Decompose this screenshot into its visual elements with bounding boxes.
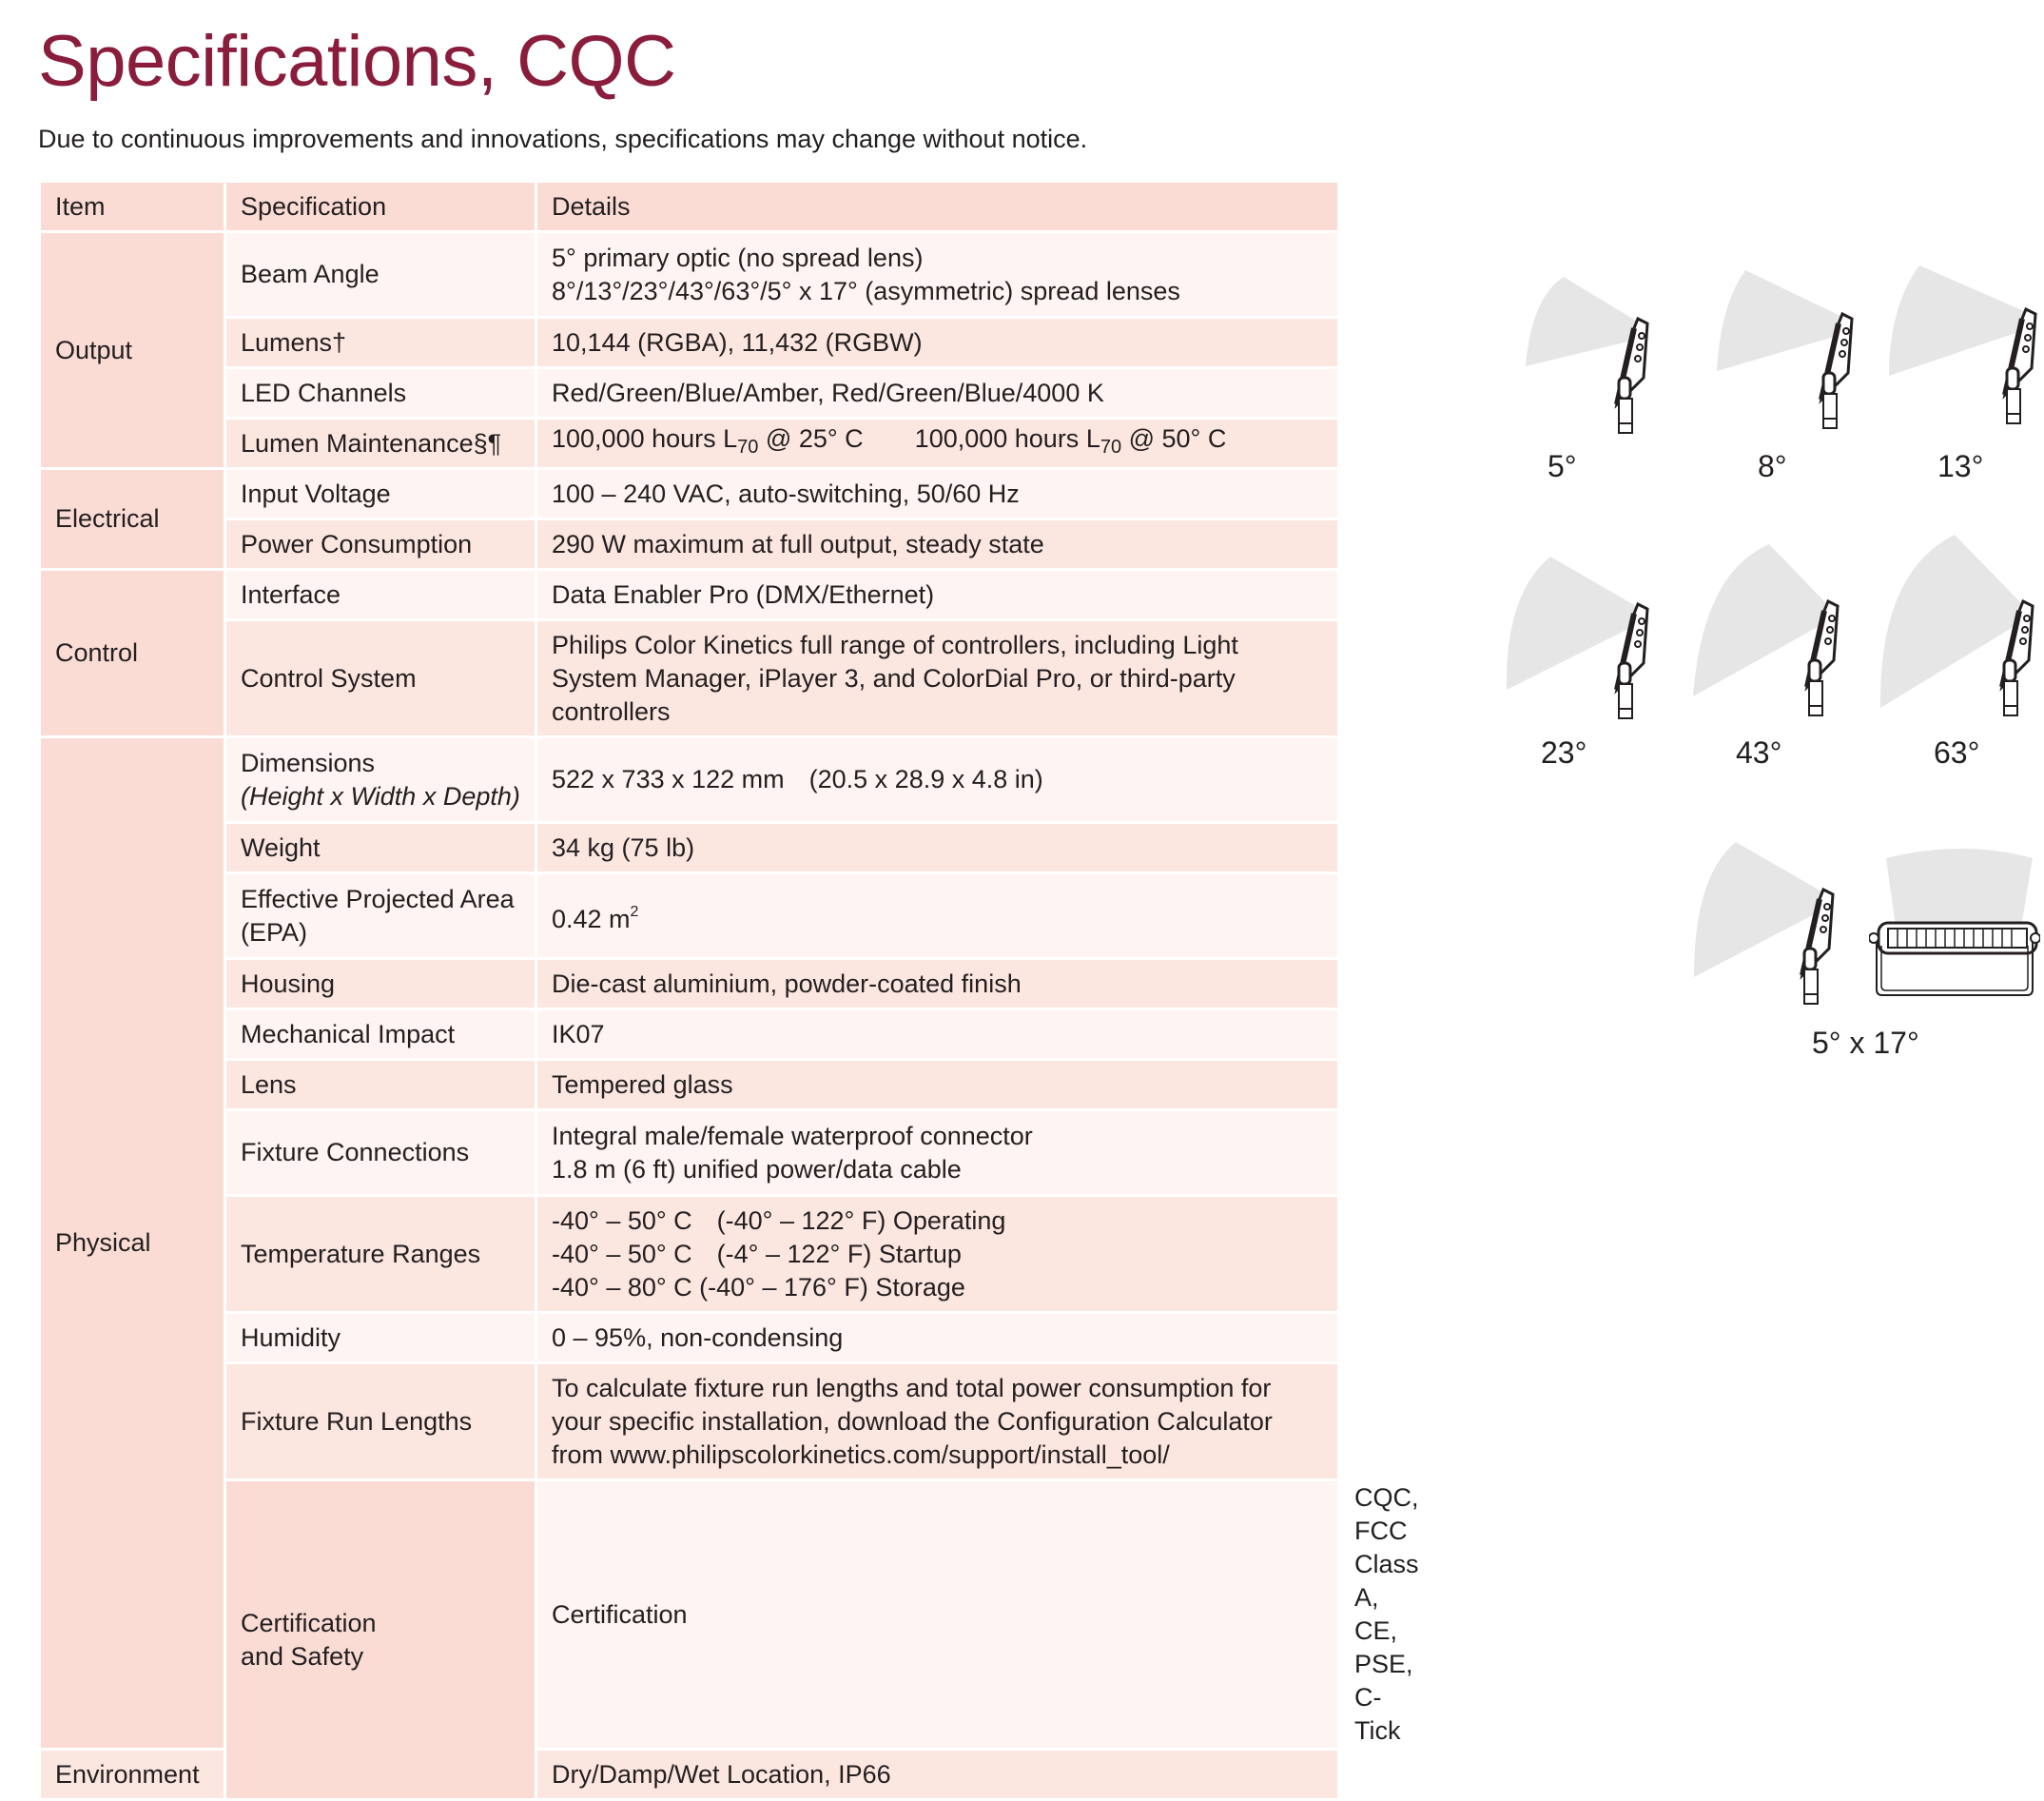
details-line: To calculate fixture run lengths and total power consumption for xyxy=(552,1373,1272,1402)
fixture-beam-icon xyxy=(1484,557,1655,728)
spec-power-consumption: Power Consumption xyxy=(225,519,536,570)
table-row xyxy=(40,1110,1339,1196)
beam-diagram-5x17-side xyxy=(1669,842,1840,1013)
lm-a-subscript: 70 xyxy=(737,437,759,458)
beam-diagram-5 xyxy=(1484,271,1655,442)
details-lens: Tempered glass xyxy=(536,1060,1339,1110)
spec-control-system: Control System xyxy=(225,620,536,737)
details-line: from www.philipscolorkinetics.com/support/install_tool/ xyxy=(552,1439,1170,1469)
spec-temperature-ranges: Temperature Ranges xyxy=(225,1196,536,1313)
table-row xyxy=(40,318,1339,368)
category-certification-safety xyxy=(225,1480,536,1800)
details-temperature-ranges xyxy=(536,1196,1339,1313)
fixture-beam-icon xyxy=(1869,535,2044,725)
details-housing: Die-cast aluminium, powder-coated finish xyxy=(536,959,1339,1009)
lm-b-text: 100,000 hours L xyxy=(914,424,1100,453)
details-led-channels: Red/Green/Blue/Amber, Red/Green/Blue/4000 K xyxy=(536,368,1339,419)
header-details: Details xyxy=(536,182,1339,232)
beam-label-43: 43° xyxy=(1736,735,1782,770)
details-lumens: 10,144 (RGBA), 11,432 (RGBW) xyxy=(536,318,1339,368)
spec-humidity: Humidity xyxy=(225,1313,536,1363)
spec-certification: Certification xyxy=(536,1480,1339,1750)
header-item: Item xyxy=(40,182,225,232)
details-humidity: 0 – 95%, non-condensing xyxy=(536,1313,1339,1363)
category-physical: Physical xyxy=(40,737,225,1750)
lm-a-text: 100,000 hours L xyxy=(552,424,738,453)
table-row xyxy=(40,570,1339,620)
specifications-table xyxy=(38,180,1419,1801)
details-line: 5° primary optic (no spread lens) xyxy=(552,243,924,272)
fixture-beam-icon xyxy=(1872,262,2044,433)
epa-superscript: 2 xyxy=(630,904,639,920)
category-output: Output xyxy=(40,232,225,469)
spec-environment: Environment xyxy=(40,1750,225,1800)
spec-lumen-maintenance: Lumen Maintenance§¶ xyxy=(225,419,536,469)
details-weight: 34 kg (75 lb) xyxy=(536,823,1339,873)
header-specification: Specification xyxy=(225,182,536,232)
beam-label-8: 8° xyxy=(1758,449,1787,483)
lm-a-temp: @ 25° C xyxy=(758,424,864,453)
spec-dimensions-hint: (Height x Width x Depth) xyxy=(241,781,520,811)
spec-interface: Interface xyxy=(225,570,536,620)
details-line: Philips Color Kinetics full range of controllers, including Light xyxy=(552,630,1238,659)
table-row xyxy=(40,1313,1339,1363)
details-line: System Manager, iPlayer 3, and ColorDial Pro, or third-party xyxy=(552,663,1236,693)
spec-lens: Lens xyxy=(225,1060,536,1110)
beam-diagram-5x17-front xyxy=(1869,847,2040,1004)
temp-storage: -40° – 80° C (-40° – 176° F) Storage xyxy=(552,1272,965,1302)
temp-startup-c: -40° – 50° C xyxy=(552,1239,692,1268)
beam-diagram-8 xyxy=(1688,266,1859,438)
fixture-beam-icon xyxy=(1688,266,1859,438)
spec-dimensions-label: Dimensions xyxy=(241,748,376,777)
table-row xyxy=(40,1009,1339,1060)
category-cert-line1: Certification xyxy=(241,1608,377,1637)
table-row xyxy=(40,823,1339,873)
beam-diagram-13 xyxy=(1872,262,2044,433)
spec-mechanical-impact: Mechanical Impact xyxy=(225,1009,536,1060)
table-row xyxy=(40,1196,1339,1313)
beam-label-5x17: 5° x 17° xyxy=(1812,1026,1919,1060)
fixture-beam-icon xyxy=(1484,271,1655,442)
table-row xyxy=(40,368,1339,419)
details-line: 1.8 m (6 ft) unified power/data cable xyxy=(552,1154,962,1184)
lm-b-temp: @ 50° C xyxy=(1121,424,1227,453)
category-control: Control xyxy=(40,570,225,737)
table-row xyxy=(40,873,1339,959)
fixture-beam-icon xyxy=(1674,544,1845,725)
details-beam-angle xyxy=(536,232,1339,318)
category-cert-line2: and Safety xyxy=(241,1641,364,1671)
spec-epa xyxy=(225,873,536,959)
table-row xyxy=(40,620,1339,737)
spec-fixture-run-lengths: Fixture Run Lengths xyxy=(225,1363,536,1480)
lm-b-subscript: 70 xyxy=(1100,437,1122,458)
spec-input-voltage: Input Voltage xyxy=(225,469,536,519)
spec-lumens: Lumens† xyxy=(225,318,536,368)
details-input-voltage: 100 – 240 VAC, auto-switching, 50/60 Hz xyxy=(536,469,1339,519)
table-header-row xyxy=(40,182,1339,232)
table-row xyxy=(40,1060,1339,1110)
beam-label-5: 5° xyxy=(1548,449,1577,483)
epa-value: 0.42 m xyxy=(552,905,631,933)
spec-fixture-connections: Fixture Connections xyxy=(225,1110,536,1196)
beam-label-13: 13° xyxy=(1937,449,1984,483)
details-power-consumption: 290 W maximum at full output, steady state xyxy=(536,519,1339,570)
dimensions-imperial: (20.5 x 28.9 x 4.8 in) xyxy=(808,765,1043,793)
beam-label-63: 63° xyxy=(1934,735,1980,770)
table-row xyxy=(40,232,1339,318)
temp-operating-f: (-40° – 122° F) Operating xyxy=(716,1205,1006,1235)
table-row: Certification and Safety Certification CQC, FCC Class A, CE, PSE, C-Tick xyxy=(40,1480,1339,1750)
spec-dimensions xyxy=(225,737,536,823)
spec-epa-line1: Effective Projected Area xyxy=(241,884,515,913)
spec-epa-line2: (EPA) xyxy=(241,917,308,947)
details-fixture-connections xyxy=(536,1110,1339,1196)
temp-startup-f: (-4° – 122° F) Startup xyxy=(716,1239,962,1268)
details-dimensions xyxy=(536,737,1339,823)
details-line: your specific installation, download the Configuration Calculator xyxy=(552,1406,1273,1436)
fixture-front-body xyxy=(1869,923,2040,995)
fixture-beam-icon xyxy=(1669,842,1840,1013)
spec-weight: Weight xyxy=(225,823,536,873)
page-subtitle: Due to continuous improvements and innovations, specifications may change without notice. xyxy=(38,125,1088,153)
beam-diagram-63 xyxy=(1869,535,2044,725)
details-mechanical-impact: IK07 xyxy=(536,1009,1339,1060)
details-fixture-run-lengths xyxy=(536,1363,1339,1480)
beam-diagram-23 xyxy=(1484,557,1655,728)
details-line: 8°/13°/23°/43°/63°/5° x 17° (asymmetric) spread lenses xyxy=(552,276,1180,305)
temp-operating-c: -40° – 50° C xyxy=(552,1205,692,1235)
spec-led-channels: LED Channels xyxy=(225,368,536,419)
details-line: controllers xyxy=(552,696,671,726)
page-title: Specifications, CQC xyxy=(38,21,676,102)
spec-beam-angle: Beam Angle xyxy=(225,232,536,318)
details-line: Integral male/female waterproof connector xyxy=(552,1121,1033,1150)
dimensions-metric: 522 x 733 x 122 mm xyxy=(552,765,785,793)
beam-diagram-43 xyxy=(1674,544,1845,725)
temp-startup xyxy=(552,1238,1323,1271)
details-lumen-maintenance xyxy=(536,419,1339,469)
table-row xyxy=(40,419,1339,469)
table-row xyxy=(40,519,1339,570)
details-environment: Dry/Damp/Wet Location, IP66 xyxy=(536,1750,1339,1800)
table-row xyxy=(40,737,1339,823)
table-row xyxy=(40,1363,1339,1480)
details-interface: Data Enabler Pro (DMX/Ethernet) xyxy=(536,570,1339,620)
details-control-system xyxy=(536,620,1339,737)
table-row xyxy=(40,469,1339,519)
category-electrical: Electrical xyxy=(40,469,225,570)
temp-operating xyxy=(552,1204,1323,1238)
beam-label-23: 23° xyxy=(1541,735,1587,770)
details-epa xyxy=(536,873,1339,959)
fixture-front-icon xyxy=(1869,847,2040,1004)
spec-housing: Housing xyxy=(225,959,536,1009)
table-row xyxy=(40,959,1339,1009)
